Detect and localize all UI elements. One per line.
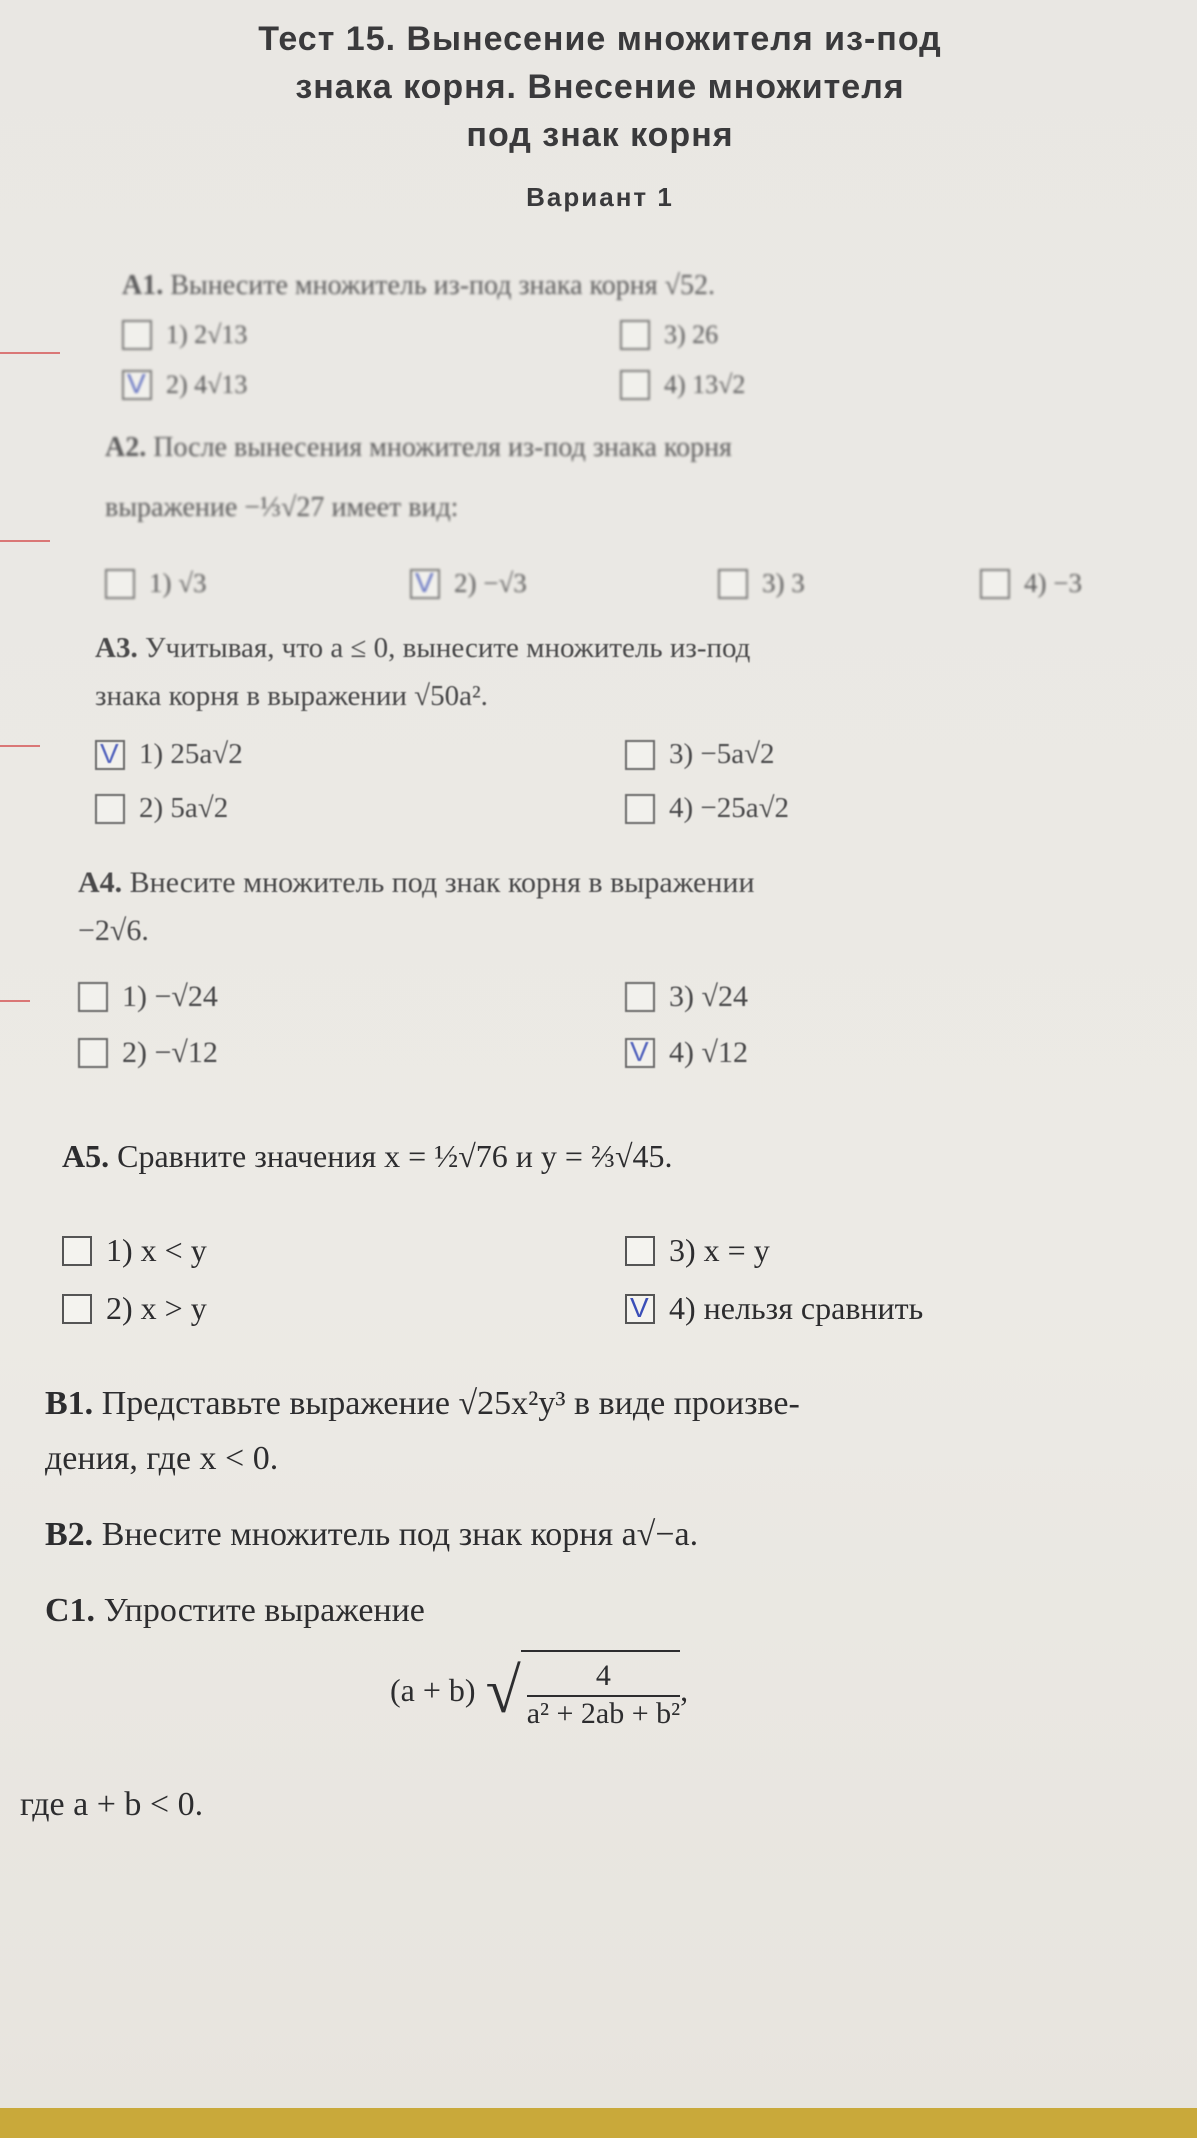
checkbox[interactable] bbox=[620, 370, 650, 400]
question-number: В1. bbox=[45, 1385, 94, 1422]
checkbox[interactable] bbox=[95, 794, 125, 824]
math-expression: √52. bbox=[664, 270, 715, 301]
checkbox-checked[interactable] bbox=[625, 1038, 655, 1068]
math-expression: √25x²y³ bbox=[458, 1385, 566, 1422]
option-label: 1) −√24 bbox=[122, 980, 218, 1013]
checkbox[interactable] bbox=[62, 1294, 92, 1324]
question-text: где a + b < 0. bbox=[20, 1786, 204, 1823]
question-number: А5. bbox=[62, 1138, 110, 1174]
radicand bbox=[521, 1650, 680, 1731]
question-b1-line2 bbox=[45, 1440, 278, 1478]
question-text: Внесите множитель под знак корня в выражении bbox=[129, 866, 755, 899]
question-text: дения, где x < 0. bbox=[45, 1440, 279, 1477]
fraction-denominator: a² + 2ab + b² bbox=[526, 1697, 681, 1730]
page-title-line-1: Тест 15. Вынесение множителя из-под bbox=[258, 20, 942, 58]
option-label: 2) −√3 bbox=[454, 568, 527, 598]
question-text: Внесите множитель под знак корня bbox=[101, 1516, 614, 1553]
checkbox-checked[interactable] bbox=[410, 569, 440, 599]
question-text: в виде произве- bbox=[574, 1385, 800, 1422]
answer-option[interactable] bbox=[78, 980, 218, 1014]
option-label: 2) −√12 bbox=[122, 1036, 218, 1069]
option-label: 2) 4√13 bbox=[166, 370, 248, 399]
question-a3 bbox=[95, 632, 750, 665]
answer-option[interactable] bbox=[620, 370, 745, 400]
option-label: 4) 13√2 bbox=[664, 370, 746, 399]
question-number: А1. bbox=[122, 270, 164, 301]
question-text: Представьте выражение bbox=[101, 1385, 450, 1422]
checkbox[interactable] bbox=[625, 982, 655, 1012]
option-label: 2) x > y bbox=[106, 1290, 207, 1326]
red-margin-mark bbox=[0, 540, 50, 542]
question-a4 bbox=[78, 866, 755, 900]
formula-factor: (a + b) bbox=[390, 1672, 476, 1708]
option-label: 1) x < y bbox=[106, 1232, 207, 1268]
answer-option[interactable] bbox=[625, 1232, 770, 1269]
question-text: Учитывая, что a ≤ 0, вынесите множитель из-под bbox=[144, 632, 751, 664]
checkbox[interactable] bbox=[62, 1236, 92, 1266]
option-label: 1) √3 bbox=[149, 568, 207, 598]
question-a2 bbox=[105, 432, 732, 464]
question-number: А4. bbox=[78, 866, 123, 899]
question-text: знака корня в выражении bbox=[95, 680, 407, 712]
question-text: Вынесите множитель из-под знака корня bbox=[170, 270, 658, 301]
answer-option[interactable] bbox=[625, 1036, 748, 1070]
red-margin-mark bbox=[0, 745, 40, 747]
checkbox[interactable] bbox=[620, 320, 650, 350]
answer-option[interactable] bbox=[625, 738, 775, 771]
question-text: Упростите выражение bbox=[103, 1592, 425, 1629]
option-label: 4) −25a√2 bbox=[669, 792, 790, 824]
formula-comma: , bbox=[680, 1672, 689, 1708]
question-number: С1. bbox=[45, 1592, 96, 1629]
answer-option[interactable] bbox=[95, 738, 243, 771]
checkbox[interactable] bbox=[980, 569, 1010, 599]
checkbox-checked[interactable] bbox=[625, 1294, 655, 1324]
answer-option[interactable] bbox=[980, 568, 1082, 599]
option-label: 3) −5a√2 bbox=[669, 738, 775, 770]
question-text: имеет вид: bbox=[331, 492, 459, 523]
question-a5 bbox=[62, 1138, 673, 1175]
question-b1 bbox=[45, 1385, 800, 1423]
question-text: и bbox=[515, 1138, 533, 1174]
checkbox[interactable] bbox=[78, 1038, 108, 1068]
question-text: Сравните значения bbox=[117, 1138, 377, 1174]
question-number: В2. bbox=[45, 1516, 94, 1553]
option-label: 3) 26 bbox=[664, 320, 719, 349]
page-title-line-3: под знак корня bbox=[466, 116, 734, 154]
answer-option[interactable] bbox=[122, 370, 247, 400]
formula-fraction bbox=[527, 1659, 680, 1731]
answer-option[interactable] bbox=[625, 792, 789, 825]
checkbox[interactable] bbox=[718, 569, 748, 599]
option-label: 3) √24 bbox=[669, 980, 748, 1013]
question-a2-line2 bbox=[105, 492, 458, 524]
math-expression: −⅓√27 bbox=[244, 492, 325, 523]
option-label: 3) 3 bbox=[762, 568, 805, 598]
math-expression: −2√6. bbox=[78, 914, 149, 947]
math-expression: x = ½√76 bbox=[384, 1138, 508, 1174]
answer-option[interactable] bbox=[620, 320, 718, 350]
red-margin-mark bbox=[0, 1000, 30, 1002]
option-label: 1) 25a√2 bbox=[139, 738, 243, 770]
question-number: А3. bbox=[95, 632, 138, 664]
question-text: После вынесения множителя из-под знака корня bbox=[153, 432, 732, 463]
math-expression: a√−a. bbox=[621, 1516, 699, 1553]
checkbox-checked[interactable] bbox=[122, 370, 152, 400]
option-label: 2) 5a√2 bbox=[139, 792, 229, 824]
page-title-line-2: знака корня. Внесение множителя bbox=[295, 68, 905, 106]
question-a4-line2 bbox=[78, 914, 149, 948]
answer-option[interactable] bbox=[78, 1036, 218, 1070]
red-margin-mark bbox=[0, 352, 60, 354]
table-surface bbox=[0, 2108, 1197, 2138]
option-label: 4) −3 bbox=[1024, 568, 1082, 598]
answer-option[interactable] bbox=[122, 320, 247, 350]
checkbox[interactable] bbox=[625, 1236, 655, 1266]
checkbox[interactable] bbox=[122, 320, 152, 350]
option-label: 3) x = y bbox=[669, 1232, 770, 1268]
question-a1 bbox=[122, 270, 715, 302]
option-label: 1) 2√13 bbox=[166, 320, 248, 349]
question-c1 bbox=[45, 1592, 425, 1630]
question-c1-condition bbox=[20, 1786, 203, 1824]
question-number: А2. bbox=[105, 432, 147, 463]
answer-option[interactable] bbox=[410, 568, 527, 599]
fraction-numerator: 4 bbox=[527, 1659, 680, 1697]
checkbox[interactable] bbox=[625, 740, 655, 770]
checkbox[interactable] bbox=[625, 794, 655, 824]
answer-option[interactable] bbox=[95, 792, 228, 825]
radical-sign: √ bbox=[485, 1654, 521, 1726]
answer-option[interactable] bbox=[62, 1232, 207, 1269]
answer-option[interactable] bbox=[718, 568, 805, 599]
answer-option[interactable] bbox=[625, 980, 748, 1014]
variant-label: Вариант 1 bbox=[526, 182, 674, 212]
checkbox-checked[interactable] bbox=[95, 740, 125, 770]
checkbox[interactable] bbox=[105, 569, 135, 599]
option-label: 4) √12 bbox=[669, 1036, 748, 1069]
option-label: 4) нельзя сравнить bbox=[669, 1290, 924, 1326]
math-expression: y = ⅔√45. bbox=[540, 1138, 673, 1174]
answer-option[interactable] bbox=[625, 1290, 923, 1327]
checkbox[interactable] bbox=[78, 982, 108, 1012]
answer-option[interactable] bbox=[105, 568, 207, 599]
question-a3-line2 bbox=[95, 680, 488, 713]
c1-formula bbox=[390, 1650, 688, 1731]
answer-option[interactable] bbox=[62, 1290, 207, 1327]
question-b2 bbox=[45, 1516, 698, 1554]
question-text: выражение bbox=[105, 492, 238, 523]
math-expression: √50a². bbox=[414, 680, 488, 712]
